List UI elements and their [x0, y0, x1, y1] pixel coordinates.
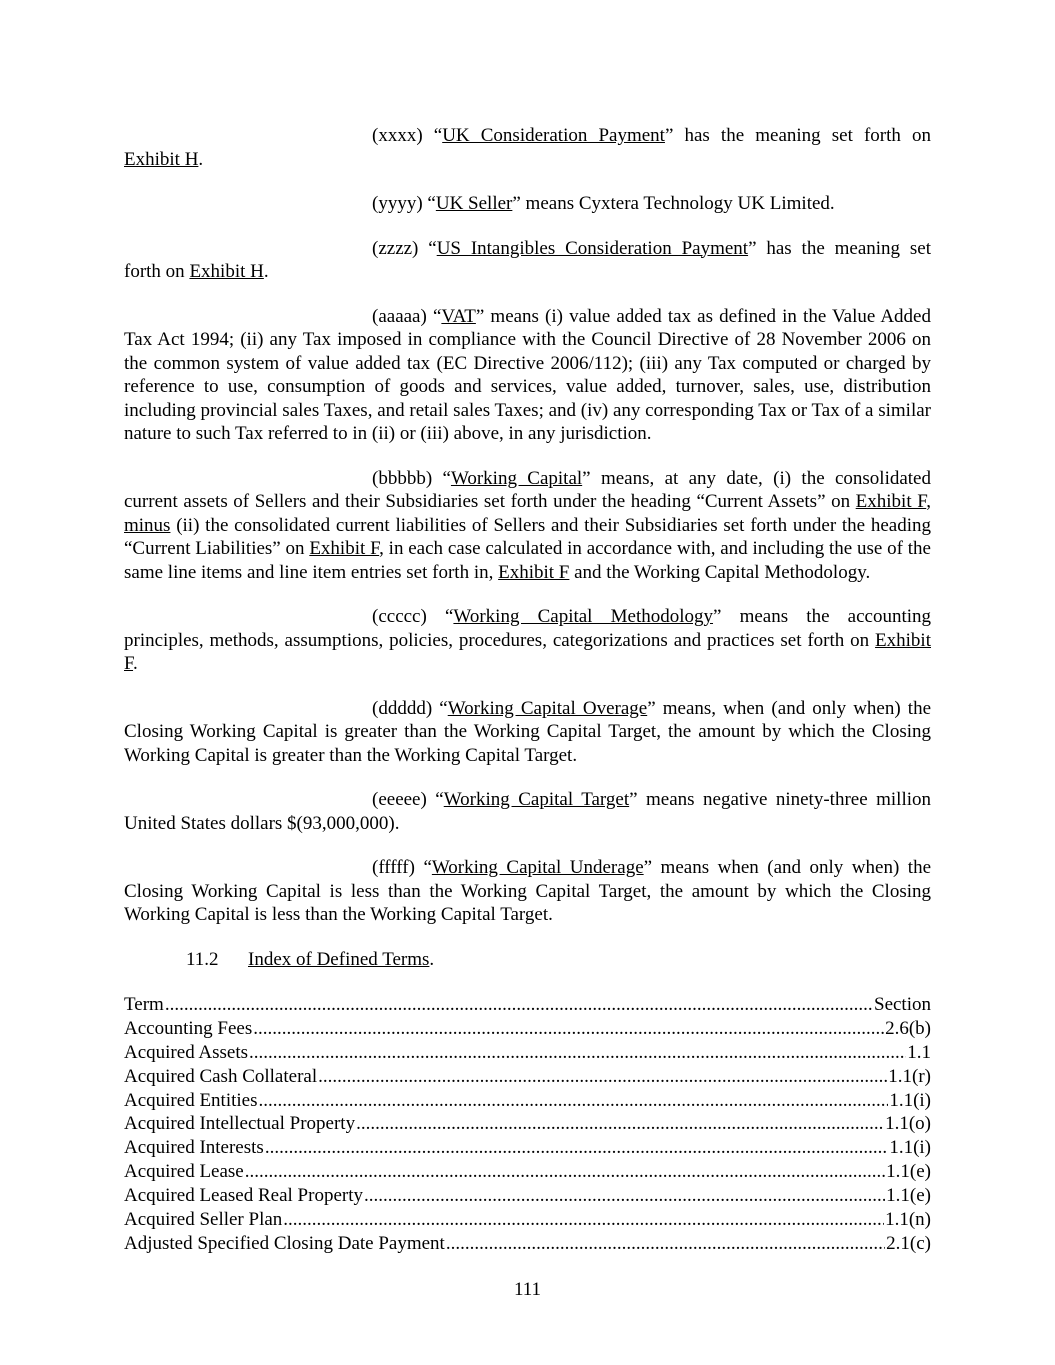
index-row — [124, 1089, 931, 1113]
leader-dots — [364, 1184, 885, 1208]
index-row — [124, 1065, 931, 1089]
defined-terms-index — [124, 993, 931, 1256]
leader-dots — [446, 1232, 885, 1256]
definition-text: ” means, at any date, (i) the consolidated current assets of Sellers and their Subsidiaries set forth under the heading “Current Assets” on — [124, 467, 931, 512]
definition-text: “ — [427, 193, 436, 214]
definition-text: , in each case calculated in accordance with, and including the use of the same line items and line item entries set forth in, — [124, 538, 931, 583]
definition-text: ” means, when (and only when) the Closing Working Capital is greater than the Working Capital Target, the amount by which the Closing Working Capital is greater than the Working Capital Target. — [124, 697, 932, 766]
definition-text: ” has the meaning set forth on — [664, 125, 932, 146]
definition-text: . — [263, 261, 269, 282]
index-term: Acquired Seller Plan — [124, 1209, 283, 1231]
index-section: 1.1(n) — [885, 1209, 931, 1231]
definition-text: “ — [428, 237, 437, 259]
definition-paragraph — [124, 467, 931, 585]
defined-term: Exhibit F — [855, 491, 927, 512]
index-section: 1.1(i) — [889, 1137, 931, 1159]
index-section: 1.1(i) — [889, 1089, 931, 1111]
leader-dots — [265, 1136, 889, 1160]
definition-text: “ — [432, 305, 442, 327]
index-section: 2.1(c) — [886, 1232, 931, 1254]
definition-text: ” means the accounting principles, methods, assumptions, policies, procedures, categorizations and practices set forth on — [124, 606, 932, 651]
index-term: Acquired Interests — [124, 1137, 264, 1159]
index-row — [124, 1136, 931, 1160]
definition-text: “ — [439, 697, 448, 719]
index-section: 2.6(b) — [885, 1017, 931, 1039]
section-heading — [124, 948, 931, 972]
definition-number: (zzzz) — [372, 237, 419, 259]
definition-text: ” has the meaning set forth on — [124, 237, 931, 282]
document-page — [124, 124, 931, 1256]
definition-text: ” means when (and only when) the Closing Working Capital is less than the Working Capital Target, the amount by which the Closing Working Capital is less than the Working Capital Target. — [124, 857, 932, 925]
index-term: Acquired Entities — [124, 1089, 258, 1111]
definition-number: (eeeee) — [372, 789, 427, 810]
definition-text: . — [198, 148, 204, 170]
definition-paragraph — [124, 856, 931, 927]
definition-text: , — [926, 491, 931, 512]
defined-term: Exhibit F — [124, 629, 931, 674]
index-section: 1.1(o) — [885, 1113, 931, 1135]
index-rows — [124, 1017, 931, 1256]
definition-text: . — [133, 653, 138, 674]
definition-paragraph — [124, 124, 931, 171]
index-row — [124, 1184, 931, 1208]
index-row — [124, 1232, 931, 1256]
leader-dots — [356, 1112, 884, 1136]
defined-term: US Intangibles Consideration Payment — [436, 237, 749, 259]
defined-term: UK Consideration Payment — [442, 125, 665, 146]
defined-term: minus — [124, 514, 171, 536]
index-term: Acquired Cash Collateral — [124, 1065, 318, 1087]
index-term: Acquired Intellectual Property — [124, 1113, 356, 1135]
index-term: Acquired Assets — [124, 1041, 249, 1063]
definition-number: (ddddd) — [372, 697, 433, 719]
definitions-list — [124, 124, 931, 927]
defined-term: VAT — [441, 305, 476, 327]
index-header-section: Section — [874, 994, 931, 1015]
definition-paragraph — [124, 192, 931, 216]
definition-paragraph — [124, 305, 931, 446]
index-term: Acquired Lease — [124, 1161, 244, 1183]
defined-term: Working Capital — [450, 467, 583, 489]
definition-number: (yyyy) — [372, 193, 423, 214]
definition-paragraph — [124, 788, 931, 835]
index-row — [124, 1208, 931, 1232]
defined-term: Working Capital Target — [443, 789, 630, 810]
section-title: Index of Defined Terms — [248, 948, 430, 970]
leader-dots — [318, 1065, 887, 1089]
defined-term: Working Capital Methodology — [453, 606, 714, 627]
definition-number: (bbbbb) — [372, 467, 433, 489]
definition-text: ” means Cyxtera Technology UK Limited. — [512, 193, 835, 214]
definition-text: ” means negative ninety-three million United States dollars $(93,000,000). — [124, 789, 931, 834]
defined-term: Exhibit F — [309, 538, 380, 559]
definition-number: (fffff) — [372, 857, 415, 878]
leader-dots — [253, 1017, 884, 1041]
index-header-term: Term — [124, 994, 164, 1015]
definition-text: and the Working Capital Methodology. — [569, 561, 871, 583]
definition-paragraph — [124, 237, 931, 284]
defined-term: Exhibit H — [189, 261, 264, 282]
defined-term: Working Capital Overage — [447, 697, 648, 719]
leader-dots — [283, 1208, 884, 1232]
index-header-row — [124, 993, 931, 1017]
page-number: 111 — [513, 1279, 542, 1300]
leader-dots — [165, 993, 873, 1017]
definition-text: “ — [433, 125, 443, 146]
index-row — [124, 1160, 931, 1184]
definition-text: “ — [435, 789, 444, 810]
index-section: 1.1(e) — [886, 1161, 931, 1183]
defined-term: UK Seller — [435, 193, 513, 214]
leader-dots — [245, 1160, 885, 1184]
defined-term: Exhibit F — [498, 561, 570, 583]
leader-dots — [259, 1089, 889, 1113]
definition-text: “ — [423, 857, 432, 878]
definition-text: “ — [444, 606, 454, 627]
definition-number: (ccccc) — [372, 606, 427, 627]
index-term: Accounting Fees — [124, 1017, 253, 1039]
index-term: Acquired Leased Real Property — [124, 1185, 363, 1207]
section-number: 11.2 — [186, 948, 219, 970]
leader-dots — [249, 1041, 906, 1065]
index-row — [124, 1112, 931, 1136]
index-row — [124, 1017, 931, 1041]
definition-text: ” means (i) value added tax as defined in the Value Added Tax Act 1994; (ii) any Tax imposed in compliance with the Council Directive of 28 November 2006 on the common system of value added tax (EC Directive 2006/112); (iii) any Tax computed or charged by reference to use, consumption of goods and services, value added, turnover, sales, use, distribution including provincial sales Taxes, and retail sales Taxes; and (iv) any corresponding Tax or Tax of a similar nature to such Tax referred to in (ii) or (iii) above, in any jurisdiction. — [124, 305, 931, 444]
defined-term: Exhibit H — [124, 148, 199, 170]
definition-paragraph — [124, 697, 931, 768]
defined-term: Working Capital Underage — [431, 857, 644, 878]
definition-number: (xxxx) — [372, 125, 423, 146]
definition-text: “ — [442, 467, 451, 489]
index-section: 1.1 — [907, 1041, 931, 1063]
definition-paragraph — [124, 605, 931, 676]
section-title-suffix: . — [429, 948, 435, 970]
index-section: 1.1(r) — [888, 1065, 931, 1087]
definition-text: (ii) the consolidated current liabilities of Sellers and their Subsidiaries set forth under the heading “Current Liabilities” on — [124, 514, 931, 559]
definition-number: (aaaaa) — [372, 305, 427, 327]
index-row — [124, 1041, 931, 1065]
index-term: Adjusted Specified Closing Date Payment — [124, 1232, 445, 1254]
index-section: 1.1(e) — [886, 1185, 931, 1207]
